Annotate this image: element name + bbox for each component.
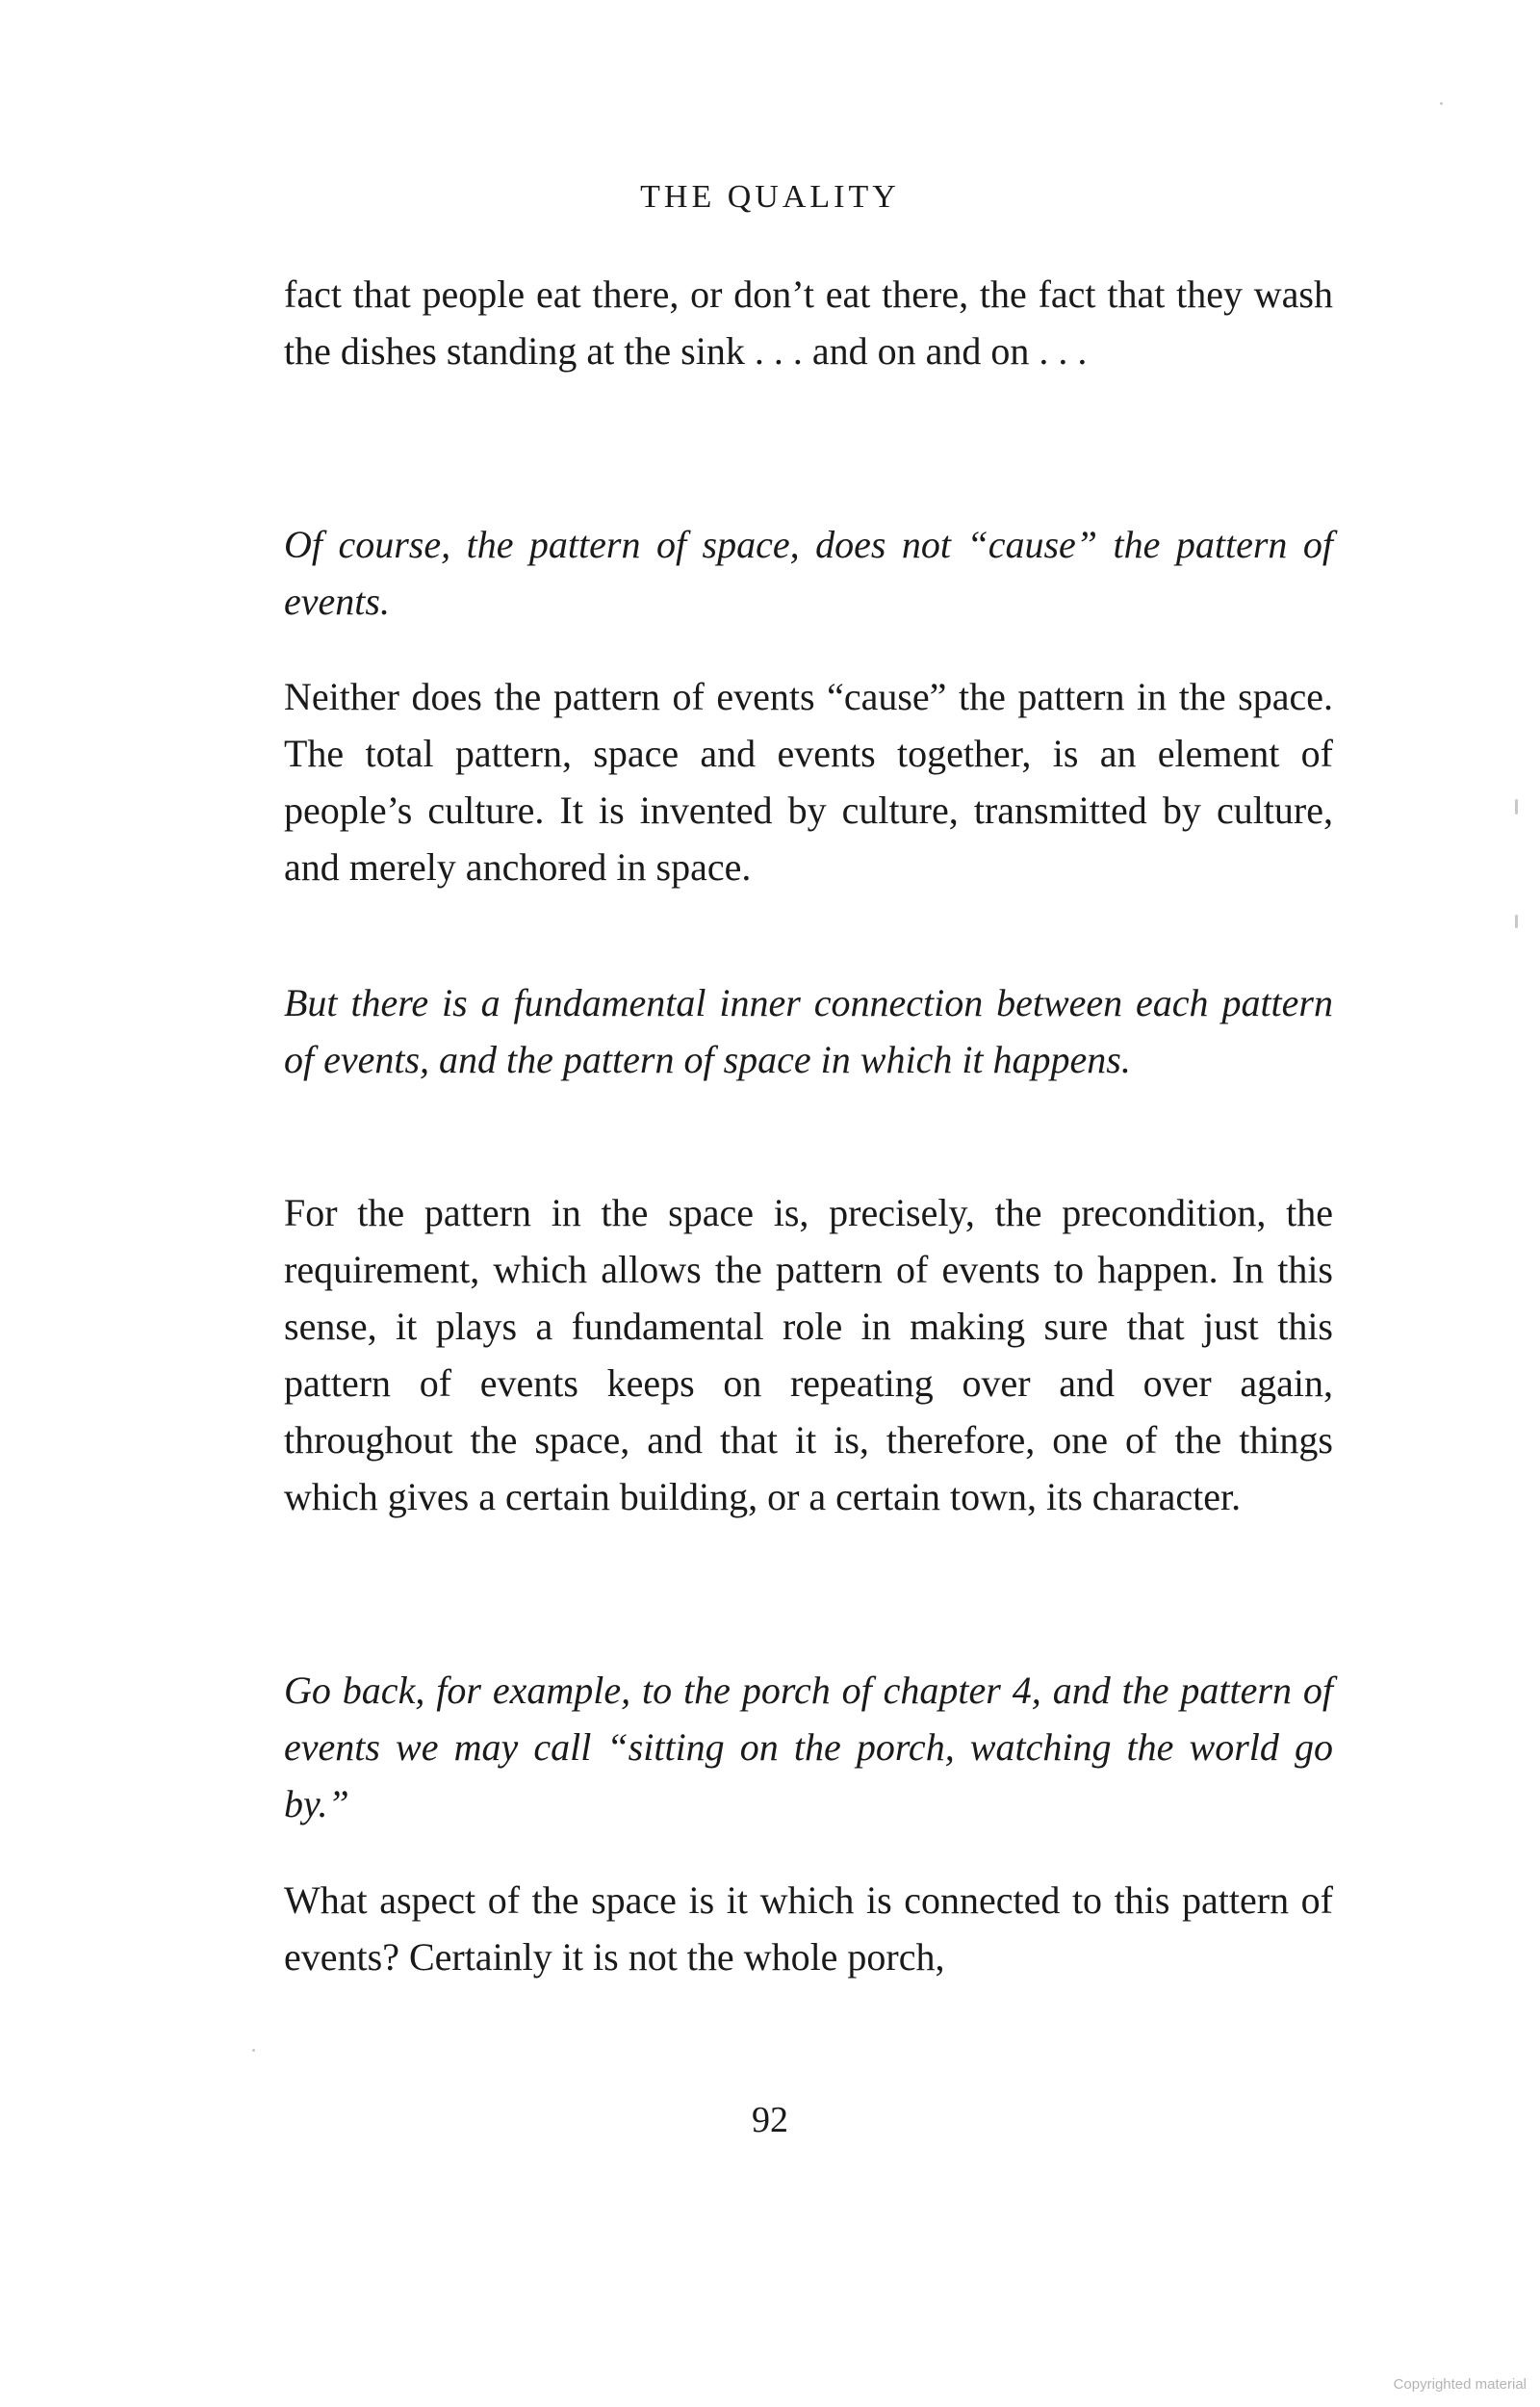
italic-statement-porch: Go back, for example, to the porch of chapter 4, and the pattern of events we may call “sitting on the porch, watching the world go by.”	[284, 1669, 1333, 1825]
scan-speck	[1515, 799, 1518, 815]
paragraph-continuation: fact that people eat there, or don’t eat there, the fact that they wash the dishes standing at the sink . . . and on and on . . .	[284, 272, 1333, 373]
copyright-watermark: Copyrighted material	[1393, 2376, 1527, 2393]
italic-statement-cause: Of course, the pattern of space, does not “cause” the pattern of events.	[284, 523, 1333, 623]
italic-statement-connection: But there is a fundamental inner connection between each pattern of events, and the pattern of space in which it happens.	[284, 981, 1333, 1081]
scan-speck	[1515, 915, 1518, 928]
paragraph-precondition: For the pattern in the space is, precisely, the precondition, the requirement, which allows the pattern of events to happen. In this sense, it plays a fundamental role in making sure that just this pattern of events keeps on repeating over and over again, throughout the space, and that it is, therefore, one of the things which gives a certain building, or a certain town, its character.	[284, 1191, 1333, 1518]
running-head: THE QUALITY	[640, 179, 900, 215]
paragraph-neither: Neither does the pattern of events “cause” the pattern in the space. The total pattern, space and events together, is an element of people’s culture. It is invented by culture, transmitted by culture, and merely anchored in space.	[284, 675, 1333, 889]
scan-speck	[1440, 102, 1443, 105]
page-number: 92	[752, 2100, 788, 2140]
paragraph-what-aspect: What aspect of the space is it which is connected to this pattern of events? Certainly it is not the whole porch,	[284, 1878, 1333, 1979]
scan-speck	[252, 2049, 255, 2052]
